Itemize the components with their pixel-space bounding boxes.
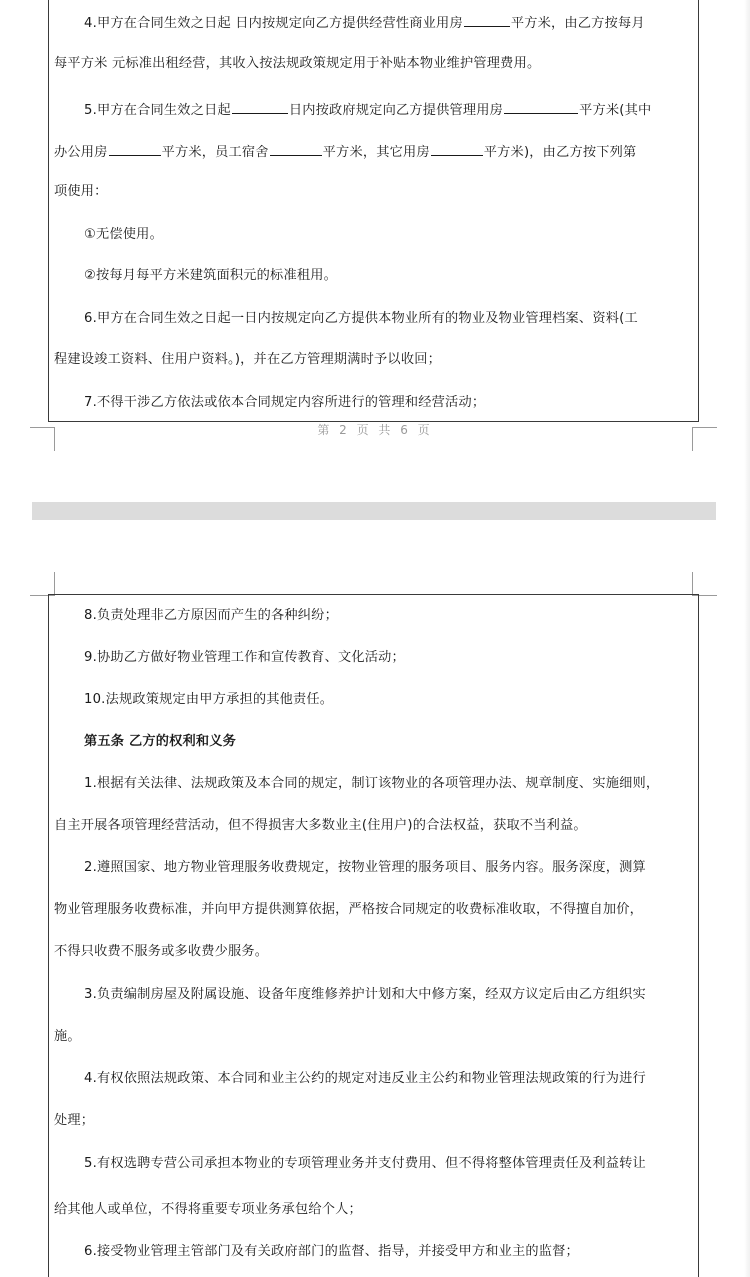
clause-5-line-2: 办公用房 平方米，员工宿舍 平方米，其它用房 平方米)，由乙方按下列第	[54, 141, 694, 163]
section-title: 第五条 乙方的权利和义务	[84, 734, 237, 749]
b1-line-2: 自主开展各项管理经营活动，但不得损害大多数业主(住用户)的合法权益，获取不当利益。	[54, 818, 587, 833]
b1-line-1: 1.根据有关法律、法规政策及本合同的规定，制订该物业的各项管理办法、规章制度、实施细则，	[84, 776, 660, 791]
page-separator	[32, 502, 716, 520]
clause-10: 10.法规政策规定由甲方承担的其他责任。	[84, 692, 334, 707]
b5-line-1: 5.有权选聘专营公司承担本物业的专项管理业务并支付费用、但不得将整体管理责任及利益转让	[84, 1156, 646, 1171]
clause-5-line-3: 项使用：	[54, 184, 108, 199]
b4-line-1: 4.有权依照法规政策、本合同和业主公约的规定对违反业主公约和物业管理法规政策的行为进行	[84, 1071, 646, 1086]
b3-line-1: 3.负责编制房屋及附属设施、设备年度维修养护计划和大中修方案，经双方议定后由乙方组织实	[84, 987, 646, 1002]
blank-field	[109, 141, 161, 156]
clause-6-line-2: 程建设竣工资料、住用户资料。)，并在乙方管理期满时予以收回；	[54, 352, 441, 367]
option-1: ①无偿使用。	[84, 227, 163, 242]
b2-line-3: 不得只收费不服务或多收费少服务。	[54, 944, 269, 959]
b2-line-2: 物业管理服务收费标准，并向甲方提供测算依据，严格按合同规定的收费标准收取，不得擅自加价，	[54, 902, 644, 917]
clause-7-line-1: 7.不得干涉乙方依法或依本合同规定内容所进行的管理和经营活动；	[84, 395, 486, 410]
page-footer: 第 2 页 共 6 页	[317, 423, 433, 437]
clause-4-line-1: 4.甲方在合同生效之日起 日内按规定向乙方提供经营性商业用房 平方米，由乙方按每月	[84, 12, 694, 34]
b5-line-2: 给其他人或单位，不得将重要专项业务承包给个人；	[54, 1202, 362, 1217]
document-page-3	[0, 562, 750, 1277]
page-gap	[0, 480, 750, 562]
blank-field	[270, 141, 322, 156]
clause-4-line-2: 每平方米 元标准出租经营，其收入按法规政策规定用于补贴本物业维护管理费用。	[54, 56, 541, 71]
clause-5-line-1: 5.甲方在合同生效之日起 日内按政府规定向乙方提供管理用房 平方米(其中	[84, 99, 694, 121]
b4-line-2: 处理；	[54, 1113, 95, 1128]
blank-field	[504, 99, 578, 114]
crop-mark	[692, 572, 693, 596]
viewport-edge-shadow	[744, 0, 750, 1277]
clause-8: 8.负责处理非乙方原因而产生的各种纠纷；	[84, 608, 338, 623]
blank-field	[431, 141, 483, 156]
clause-9: 9.协助乙方做好物业管理工作和宣传教育、文化活动；	[84, 650, 405, 665]
document-page-2	[0, 0, 750, 480]
blank-field	[232, 99, 288, 114]
b2-line-1: 2.遵照国家、地方物业管理服务收费规定，按物业管理的服务项目、服务内容。服务深度，测算	[84, 860, 646, 875]
blank-field	[464, 12, 510, 27]
crop-mark	[54, 572, 55, 596]
b3-line-2: 施。	[54, 1029, 81, 1044]
b6-line-1: 6.接受物业管理主管部门及有关政府部门的监督、指导，并接受甲方和业主的监督；	[84, 1244, 579, 1259]
clause-6-line-1: 6.甲方在合同生效之日起一日内按规定向乙方提供本物业所有的物业及物业管理档案、资料(工	[84, 311, 638, 326]
option-2: ②按每月每平方米建筑面积元的标准租用。	[84, 268, 337, 283]
